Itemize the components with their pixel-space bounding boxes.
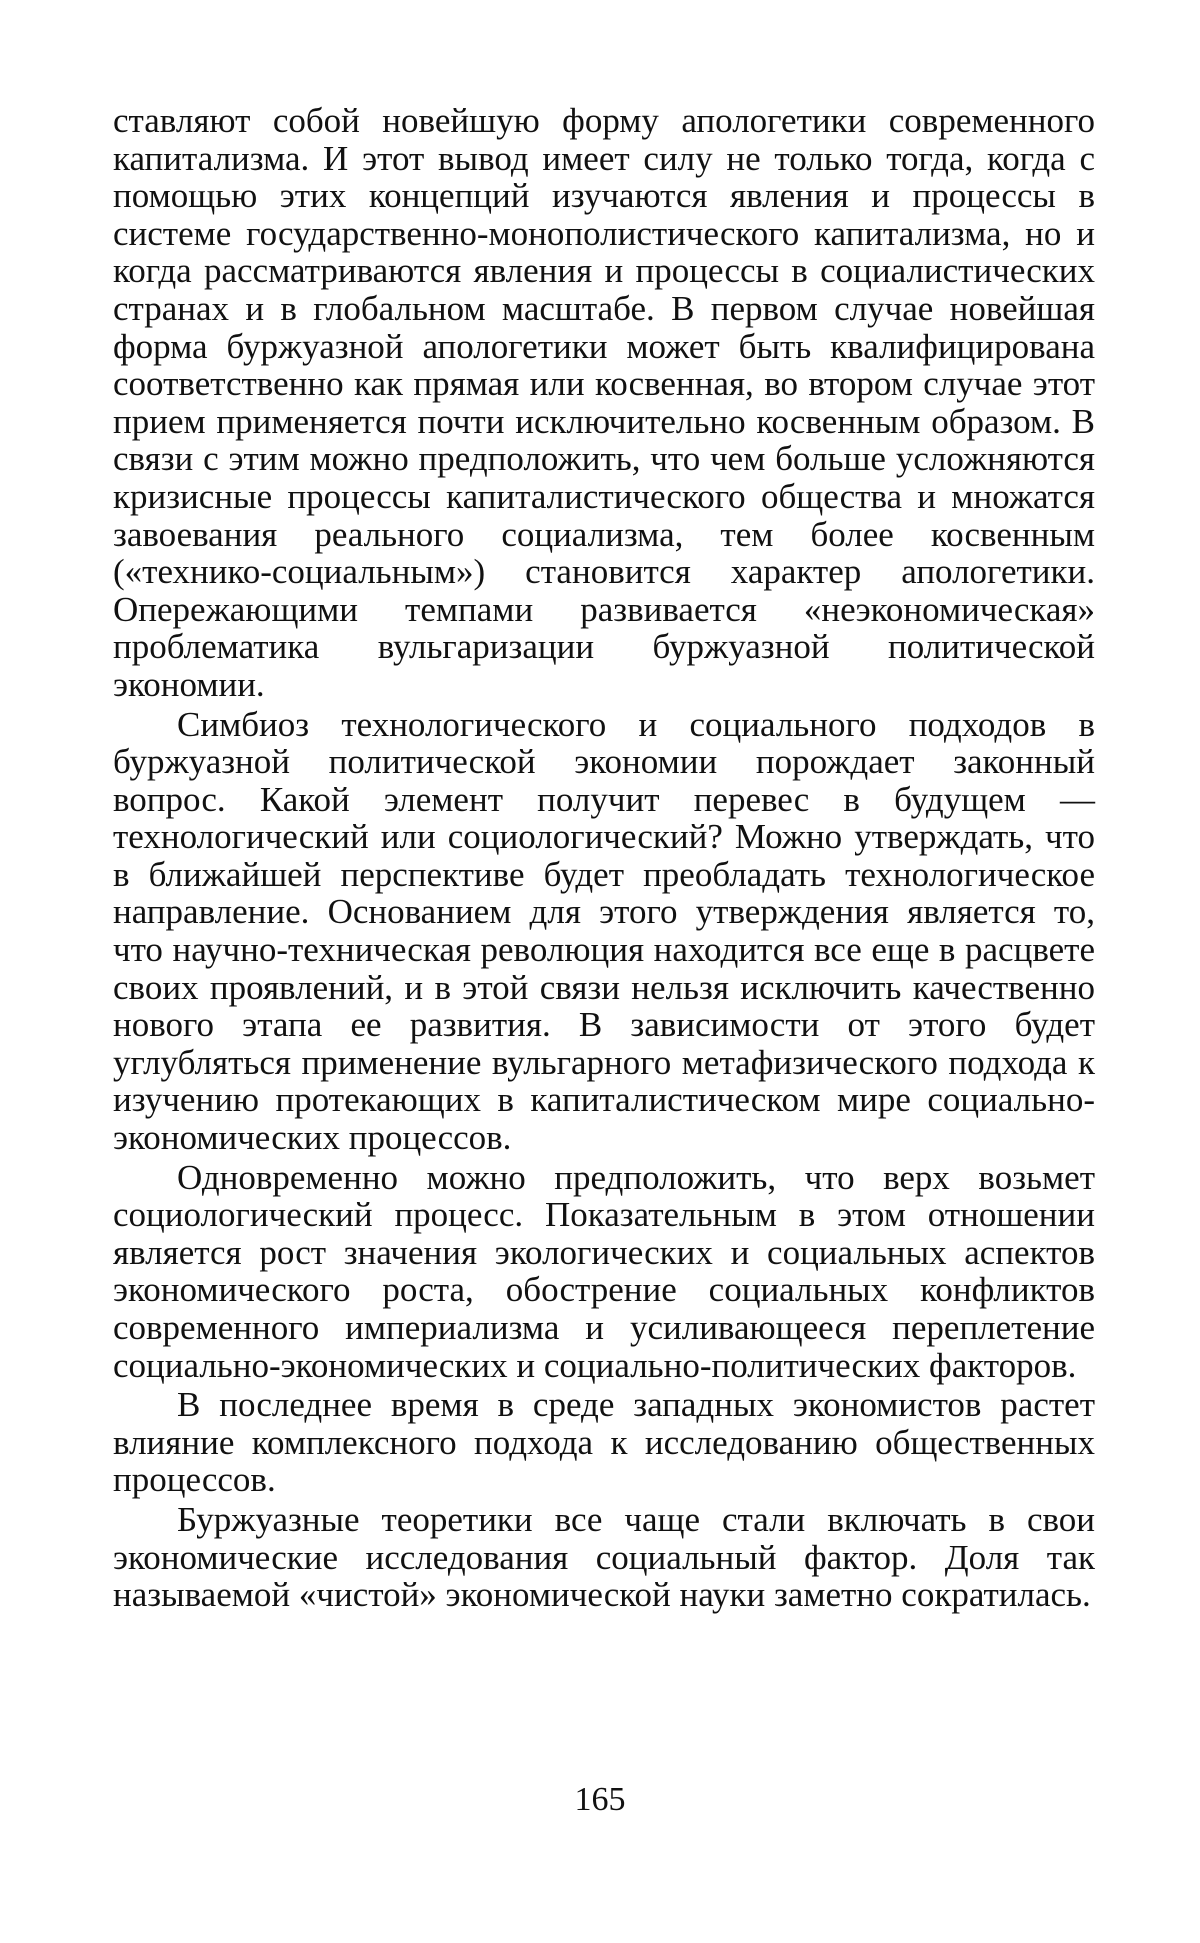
body-text [113, 102, 1095, 1614]
paragraph-continued: ставляют собой новейшую форму апологетики современного капитализма. И этот вывод имеет силу не только тогда, когда с помощью этих концепций изучаются явления и процессы в системе государственно-монополистического капитализма, но и когда рассматриваются явления и процессы в социалистических странах и в глобальном масштабе. В первом случае новейшая форма буржуазной апологетики может быть квалифицирована соответственно как прямая или косвенная, во втором случае этот прием применяется почти исключительно косвенным образом. В связи с этим можно предположить, что чем больше усложняются кризисные процессы капиталистического общества и множатся завоевания реального социализма, тем более косвенным («технико-социальным») становится характер апологетики. Опережающими темпами развивается «неэкономическая» проблематика вульгаризации буржуазной политической экономии. [113, 101, 1095, 704]
paragraph: В последнее время в среде западных экономистов растет влияние комплексного подхода к исследованию общественных процессов. [113, 1385, 1095, 1500]
paragraph: Одновременно можно предположить, что верх возьмет социологический процесс. Показательным в этом отношении является рост значения экологических и социальных аспектов экономического роста, обострение социальных конфликтов современного империализма и усиливающееся переплетение социально-экономических и социально-политических факторов. [113, 1157, 1095, 1385]
page-number: 165 [574, 1781, 626, 1818]
paragraph: Симбиоз технологического и социального подходов в буржуазной политической экономии порождает законный вопрос. Какой элемент получит перевес в будущем — технологический или социологический? Можно утверждать, что в ближайшей перспективе будет преобладать технологическое направление. Основанием для этого утверждения является то, что научно-техническая революция находится все еще в расцвете своих проявлений, и в этой связи нельзя исключить качественно нового этапа ее развития. В зависимости от этого будет углубляться применение вульгарного метафизического подхода к изучению протекающих в капиталистическом мире социально-экономических процессов. [113, 704, 1095, 1158]
paragraph: Буржуазные теоретики все чаще стали включать в свои экономические исследования социальный фактор. Доля так называемой «чистой» экономической науки заметно сократилась. [113, 1499, 1095, 1615]
